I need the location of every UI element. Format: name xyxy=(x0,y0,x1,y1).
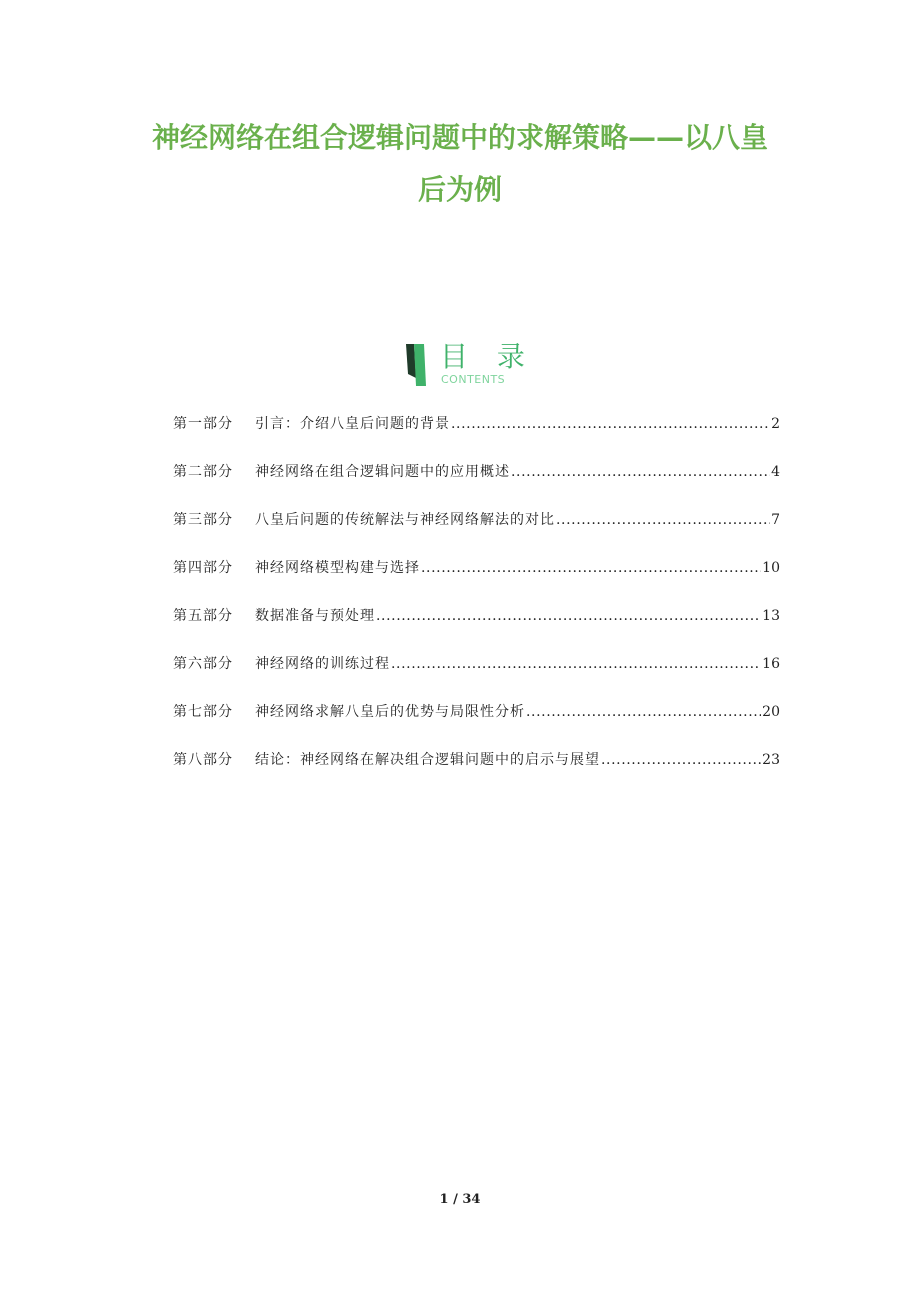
toc-entry-title: 数据准备与预处理 xyxy=(255,608,375,624)
toc-entry-part5[interactable] xyxy=(173,604,780,652)
toc-page-number: 10 xyxy=(762,560,780,576)
toc-entry-part2[interactable] xyxy=(173,460,780,508)
toc-entry-part3[interactable] xyxy=(173,508,780,556)
toc-dot-leader xyxy=(391,652,761,676)
toc-part-label: 第四部分 xyxy=(173,560,233,576)
toc-dot-leader xyxy=(511,460,770,484)
toc-page-number: 20 xyxy=(762,704,780,720)
toc-logo-icon xyxy=(404,344,430,386)
toc-part-label: 第八部分 xyxy=(173,752,233,768)
toc-entry-part7[interactable] xyxy=(173,700,780,748)
toc-entry-title: 神经网络模型构建与选择 xyxy=(255,560,420,576)
document-title xyxy=(120,112,800,216)
toc-page-number: 13 xyxy=(762,608,780,624)
toc-part-label: 第三部分 xyxy=(173,512,233,528)
toc-entry-title: 八皇后问题的传统解法与神经网络解法的对比 xyxy=(255,512,555,528)
toc-page-number: 4 xyxy=(771,464,780,480)
toc-entry-title: 引言：介绍八皇后问题的背景 xyxy=(255,416,450,432)
toc-part-label: 第一部分 xyxy=(173,416,233,432)
document-title-line2: 后为例 xyxy=(417,173,502,206)
toc-entry-part4[interactable] xyxy=(173,556,780,604)
toc-entry-title: 神经网络在组合逻辑问题中的应用概述 xyxy=(255,464,510,480)
toc-dot-leader xyxy=(451,412,770,436)
table-of-contents xyxy=(173,412,780,796)
toc-entry-title: 神经网络的训练过程 xyxy=(255,656,390,672)
page-indicator: 1 / 34 xyxy=(439,1192,481,1207)
toc-page-number: 7 xyxy=(771,512,780,528)
toc-dot-leader xyxy=(421,556,761,580)
toc-subheading: CONTENTS xyxy=(441,373,506,386)
toc-page-number: 2 xyxy=(771,416,780,432)
toc-part-label: 第六部分 xyxy=(173,656,233,672)
toc-part-label: 第五部分 xyxy=(173,608,233,624)
toc-part-label: 第二部分 xyxy=(173,464,233,480)
toc-entry-part1[interactable] xyxy=(173,412,780,460)
toc-page-number: 16 xyxy=(762,656,780,672)
document-title-line1: 神经网络在组合逻辑问题中的求解策略——以八皇 xyxy=(151,121,768,154)
toc-heading: 目 录 xyxy=(440,340,535,373)
toc-entry-title: 神经网络求解八皇后的优势与局限性分析 xyxy=(255,704,525,720)
toc-dot-leader xyxy=(556,508,770,532)
toc-entry-part8[interactable] xyxy=(173,748,780,796)
toc-entry-part6[interactable] xyxy=(173,652,780,700)
toc-dot-leader xyxy=(526,700,761,724)
toc-entry-title: 结论：神经网络在解决组合逻辑问题中的启示与展望 xyxy=(255,752,600,768)
toc-page-number: 23 xyxy=(762,752,780,768)
toc-header xyxy=(404,340,544,390)
toc-part-label: 第七部分 xyxy=(173,704,233,720)
toc-dot-leader xyxy=(376,604,761,628)
toc-dot-leader xyxy=(601,748,761,772)
